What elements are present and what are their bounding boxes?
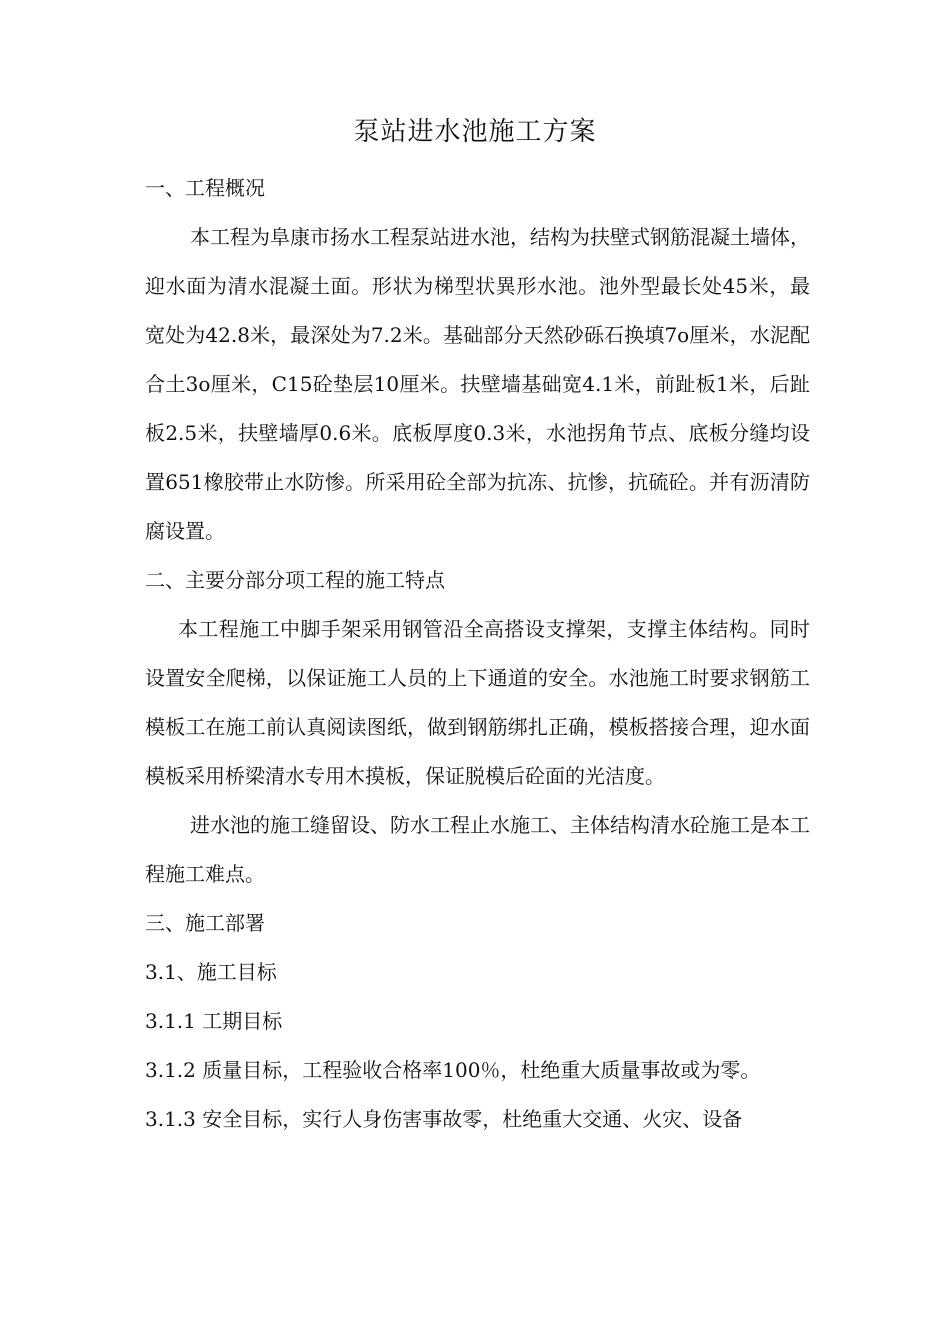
item-3-1-3: 3.1.3 安全目标，实行人身伤害事故零，杜绝重大交通、火灾、设备 [145, 1107, 743, 1131]
section-2-heading: 二、主要分部分项工程的施工特点 [145, 568, 445, 592]
section-2-paragraph-1: 本工程施工中脚手架采用钢管沿全高搭设支撑架，支撑主体结构。同时设置安全爬梯，以保证施工人员的上下通道的安全。水池施工时要求钢筋工模板工在施工前认真阅读图纸，做到钢筋绑扎正确，模板搭接合理，迎水面模板采用桥梁清水专用木摸板，保证脱模后砼面的光洁度。 [145, 617, 810, 788]
item-3-1: 3.1、施工目标 [145, 960, 277, 984]
item-3-1-2: 3.1.2 质量目标，工程验收合格率100％，杜绝重大质量事故或为零。 [145, 1058, 761, 1082]
document-title: 泵站进水池施工方案 [353, 117, 597, 147]
item-3-1-1: 3.1.1 工期目标 [145, 1009, 283, 1033]
section-1-paragraph: 本工程为阜康市扬水工程泵站进水池，结构为扶壁式钢筋混凝土墙体，迎水面为清水混凝土面。形状为梯型状異形水池。池外型最长处45米，最宽处为42.8米，最深处为7.2米。基础部分天然砂砾石换填7o厘米，水泥配合土3o厘米，C15砼垫层10厘米。扶壁墙基础宽4.1米，前趾板1米，后趾板2.5米，扶壁墙厚0.6米。底板厚度0.3米，水池拐角节点、底板分缝均设置651橡胶带止水防惨。所采用砼全部为抗冻、抗惨，抗硫砼。并有沥清防腐设置。 [145, 225, 810, 543]
section-3-heading: 三、施工部署 [145, 911, 265, 935]
section-1-heading: 一、工程概况 [145, 176, 265, 200]
section-2-paragraph-2: 进水池的施工缝留设、防水工程止水施工、主体结构清水砼施工是本工程施工难点。 [145, 813, 810, 886]
document-body [145, 164, 810, 1144]
